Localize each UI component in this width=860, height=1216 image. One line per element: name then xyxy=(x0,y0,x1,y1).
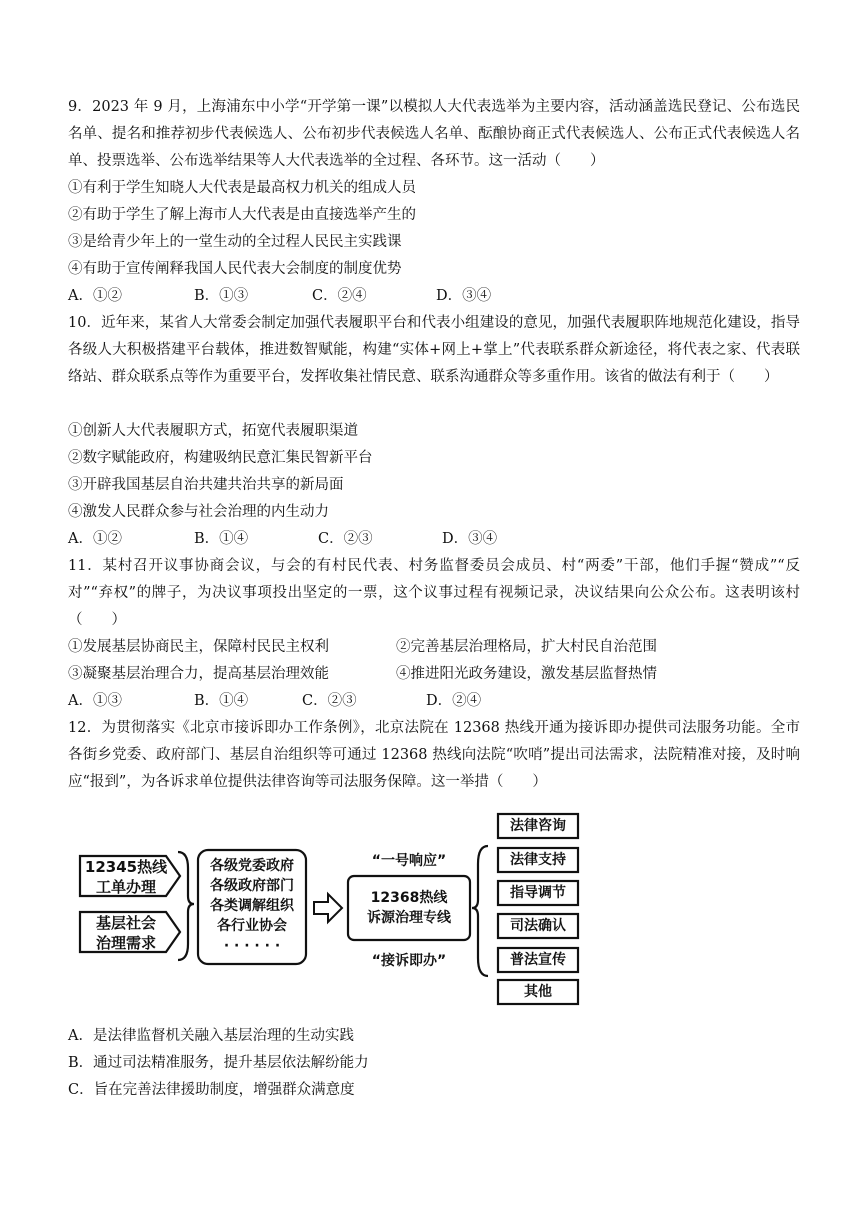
bottom-quote: “接诉即办” xyxy=(371,953,447,969)
q11-stem: 11．某村召开议事协商会议，与会的有村民代表、村务监督委员会成员、村“两委”干部，他们手握“赞成”“反对”“弃权”的牌子，为决议事项投出坚定的一票，这个议事过程有视频记录，决议结果向公众公布。这表明该村（ ） xyxy=(68,558,800,628)
q12-stem: 12．为贯彻落实《北京市接诉即办工作条例》，北京法院在 12368 热线开通为接诉即办提供司法服务功能。全市各街乡党委、政府部门、基层自治组织等可通过 12368 热线向法院“吹哨”提出司法需求，法院精准对接，及时响应“报到”，为各诉求单位提供法律咨询等司法服务保障。这一举措（ ） xyxy=(68,720,800,790)
q9-option-d[interactable]: D．③④ xyxy=(436,288,492,304)
q10-item-4: ④激发人民群众参与社会治理的内生动力 xyxy=(68,504,329,520)
right-box-3: 指导调节 xyxy=(510,885,566,901)
left-box-1 xyxy=(84,857,168,897)
right-bracket xyxy=(472,846,488,976)
left-box-2-line-1: 基层社会 xyxy=(95,914,156,932)
middle-box-line-2: 各级政府部门 xyxy=(210,878,294,894)
left-box-1-line-2: 工单办理 xyxy=(95,878,156,896)
middle-box-line-3: 各类调解组织 xyxy=(210,898,294,914)
q9-option-c[interactable]: C．②④ xyxy=(312,288,367,304)
q10-stem: 10．近年来，某省人大常委会制定加强代表履职平台和代表小组建设的意见，加强代表履职阵地规范化建设，指导各级人大积极搭建平台载体，推进数智赋能，构建“实体+网上+掌上”代表联系群众新途径，将代表之家、代表联络站、群众联系点等作为重要平台，发挥收集社情民意、联系沟通群众等多重作用。该省的做法有利于（ ） xyxy=(68,315,800,385)
q12-option-b[interactable]: B．通过司法精准服务，提升基层依法解纷能力 xyxy=(68,1055,369,1071)
q11-option-c[interactable]: C．②③ xyxy=(302,693,357,709)
q10-option-d[interactable]: D．③④ xyxy=(442,531,498,547)
right-box-4: 司法确认 xyxy=(510,918,566,934)
q12-option-c[interactable]: C．旨在完善法律援助制度，增强群众满意度 xyxy=(68,1082,355,1098)
q11-option-a[interactable]: A．①③ xyxy=(68,693,122,709)
left-bracket xyxy=(178,852,194,960)
center-box-line-2: 诉源治理专线 xyxy=(367,910,451,926)
right-box-6: 其他 xyxy=(524,984,552,1000)
q9-item-1: ①有利于学生知晓人大代表是最高权力机关的组成人员 xyxy=(68,180,416,196)
left-box-2-line-2: 治理需求 xyxy=(95,934,156,952)
right-box-5: 普法宣传 xyxy=(510,952,566,968)
right-box-2: 法律支持 xyxy=(510,852,566,868)
q9-item-2: ②有助于学生了解上海市人大代表是由直接选举产生的 xyxy=(68,207,416,223)
q11-item-3: ③凝聚基层治理合力，提高基层治理效能 xyxy=(68,666,329,682)
middle-box-line-5: · · · · · · xyxy=(223,938,281,954)
q9-item-3: ③是给青少年上的一堂生动的全过程人民民主实践课 xyxy=(68,234,402,250)
center-box xyxy=(350,888,468,928)
q11-item-2: ②完善基层治理格局，扩大村民自治范围 xyxy=(396,639,657,655)
top-quote: “一号响应” xyxy=(371,853,447,869)
flow-arrow xyxy=(314,894,342,922)
middle-box-line-4: 各行业协会 xyxy=(217,918,287,934)
q11-option-b[interactable]: B．①④ xyxy=(194,693,249,709)
q9-item-4: ④有助于宣传阐释我国人民代表大会制度的制度优势 xyxy=(68,261,402,277)
flow-diagram-shapes xyxy=(74,808,594,1008)
left-box-2 xyxy=(84,913,168,953)
right-box-1: 法律咨询 xyxy=(510,818,566,834)
q10-option-a[interactable]: A．①② xyxy=(68,531,122,547)
q11-item-4: ④推进阳光政务建设，激发基层监督热情 xyxy=(396,666,657,682)
q10-item-1: ①创新人大代表履职方式，拓宽代表履职渠道 xyxy=(68,423,358,439)
q10-item-2: ②数字赋能政府，构建吸纳民意汇集民智新平台 xyxy=(68,450,373,466)
q11-option-d[interactable]: D．②④ xyxy=(426,693,482,709)
q9-stem: 9．2023 年 9 月，上海浦东中小学“开学第一课”以模拟人大代表选举为主要内容，活动涵盖选民登记、公布选民名单、提名和推荐初步代表候选人、公布初步代表候选人名单、酝酿协商正式代表候选人、公布正式代表候选人名单、投票选举、公布选举结果等人大代表选举的全过程、各环节。这一活动（ ） xyxy=(68,99,800,169)
q10-item-3: ③开辟我国基层自治共建共治共享的新局面 xyxy=(68,477,344,493)
middle-box-line-1: 各级党委政府 xyxy=(210,858,294,874)
middle-box xyxy=(200,856,304,956)
q12-flow-diagram xyxy=(74,808,594,1008)
center-box-line-1: 12368热线 xyxy=(370,890,448,906)
q9-option-a[interactable]: A．①② xyxy=(68,288,122,304)
q9-option-b[interactable]: B．①③ xyxy=(194,288,249,304)
left-box-1-line-1: 12345热线 xyxy=(84,858,168,876)
q12-option-a[interactable]: A．是法律监督机关融入基层治理的生动实践 xyxy=(68,1028,354,1044)
q10-option-b[interactable]: B．①④ xyxy=(194,531,249,547)
q10-option-c[interactable]: C．②③ xyxy=(318,531,373,547)
q11-item-1: ①发展基层协商民主，保障村民民主权利 xyxy=(68,639,329,655)
